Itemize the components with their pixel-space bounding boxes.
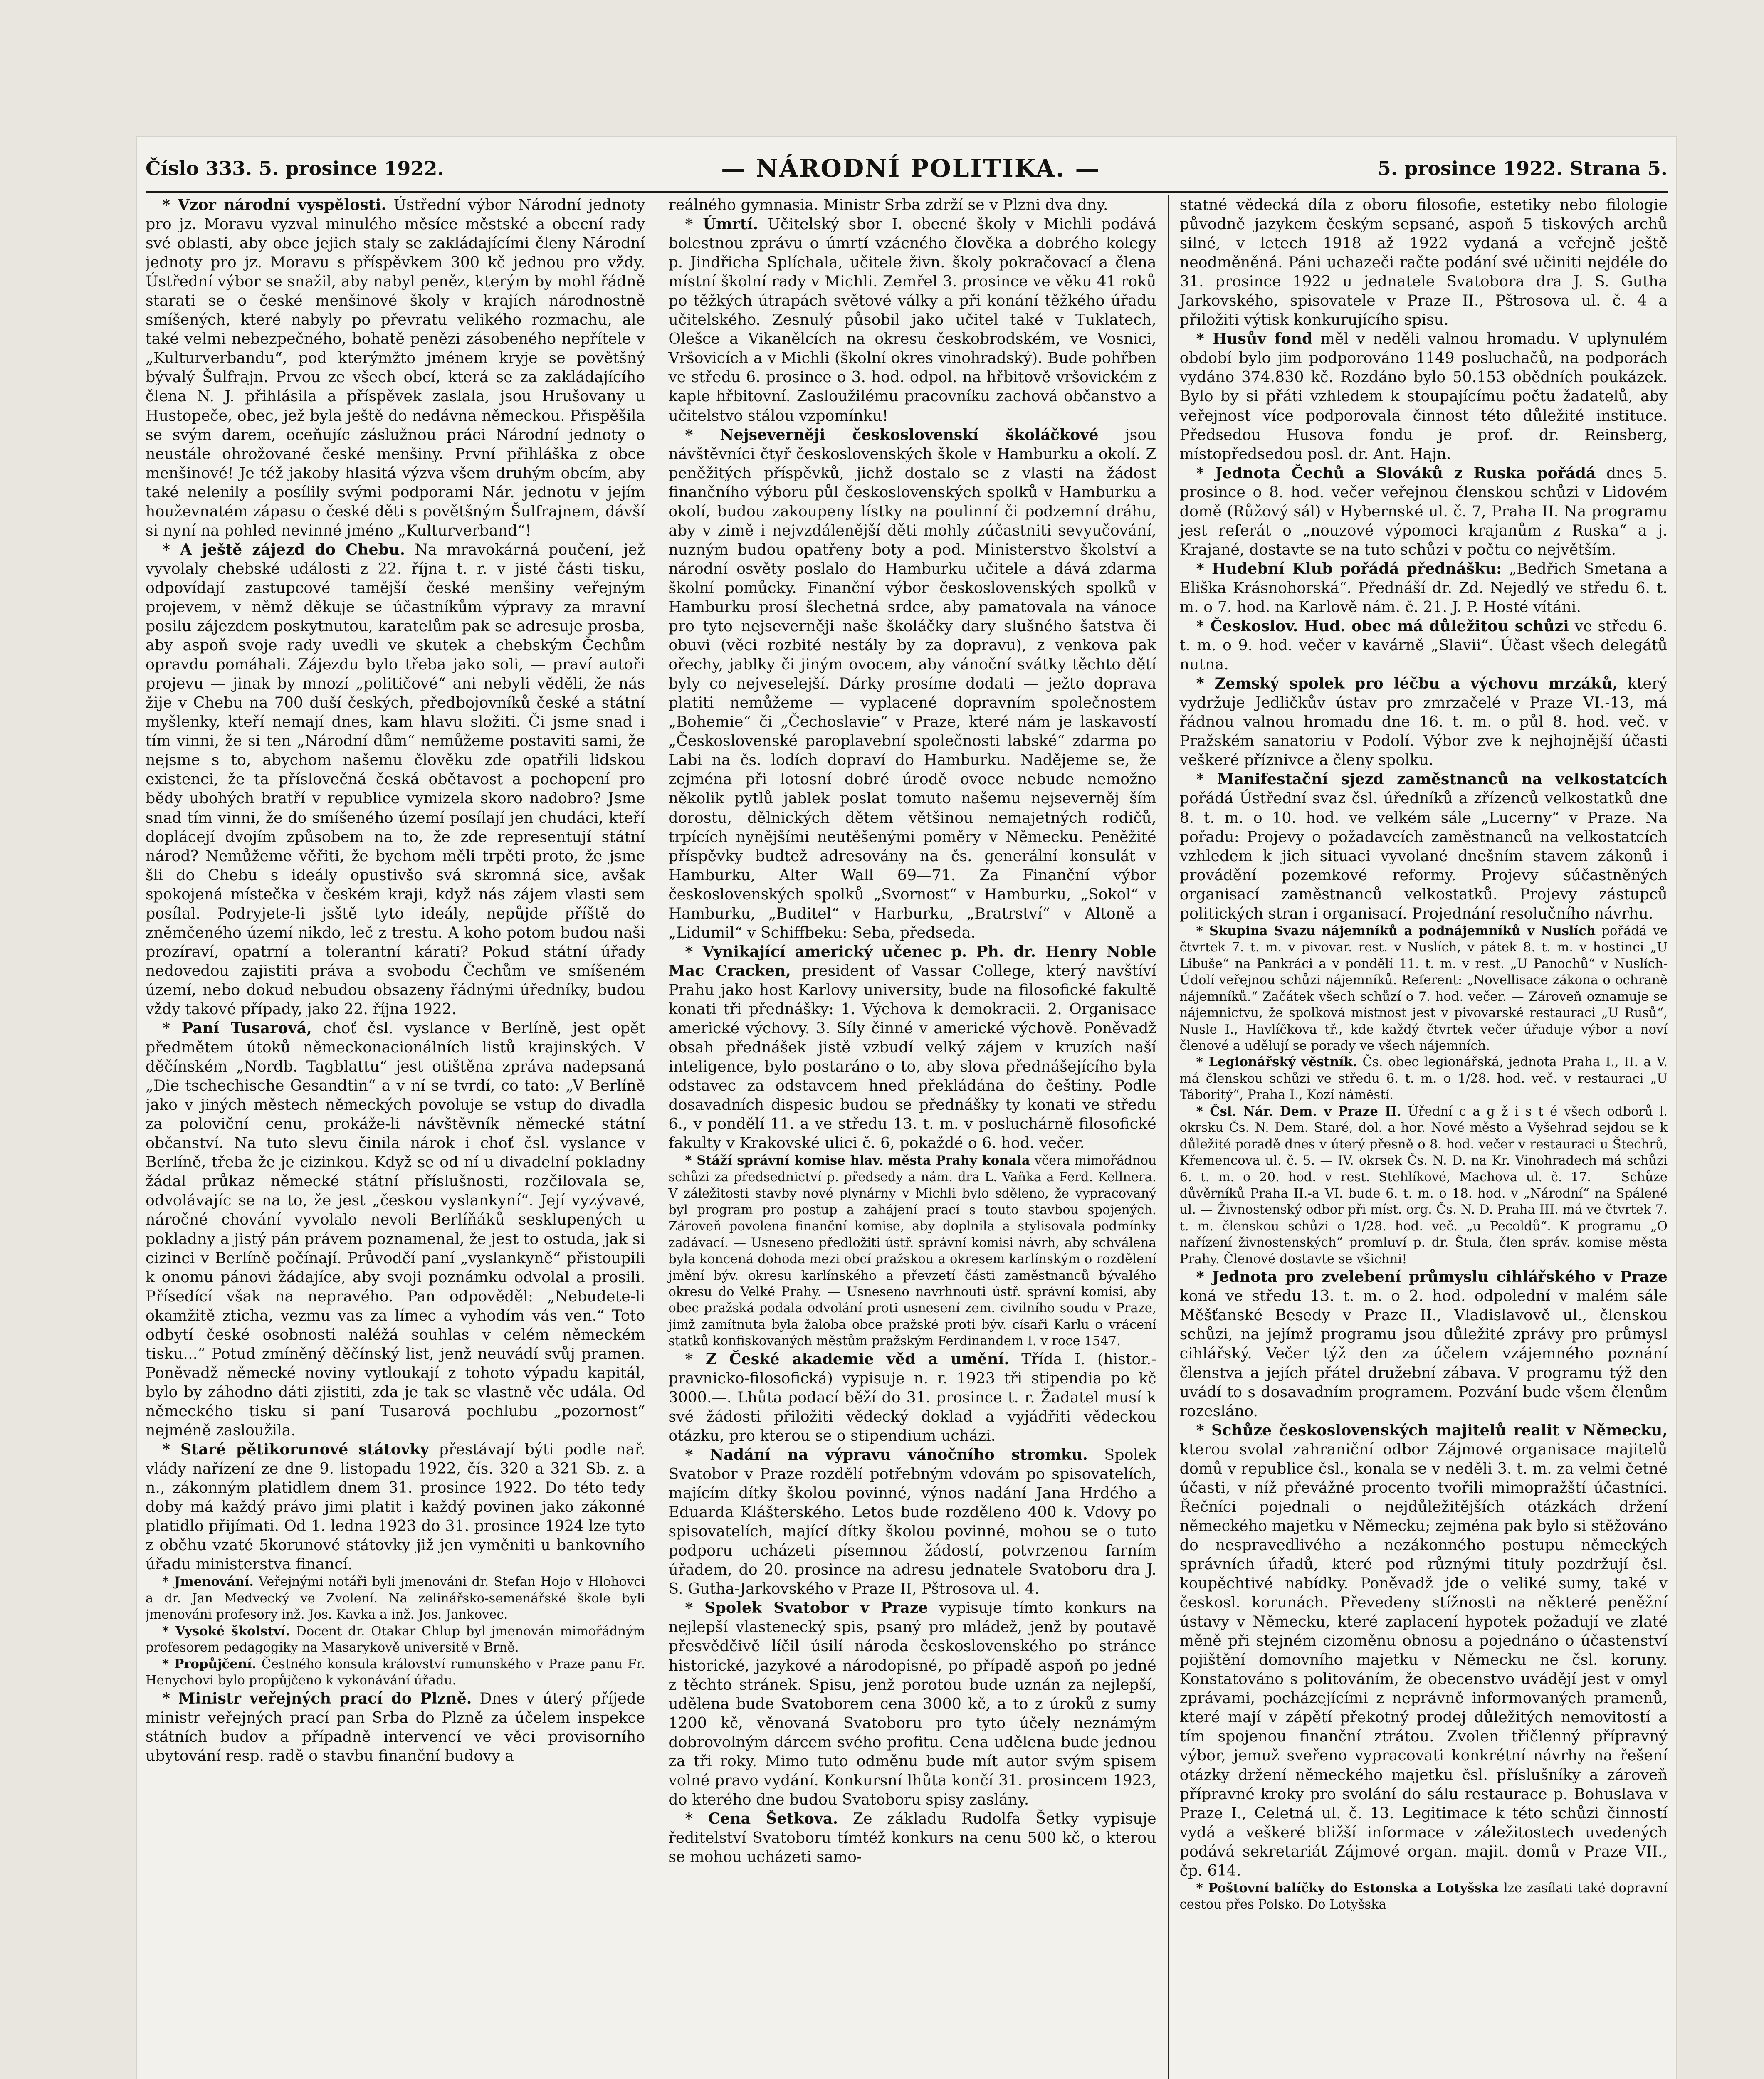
news-item xyxy=(1180,770,1668,923)
news-item xyxy=(146,195,645,540)
issue-number-date: Číslo 333. 5. prosince 1922. xyxy=(146,157,444,180)
news-item xyxy=(1180,464,1668,559)
news-item-heading: * Úmrtí. xyxy=(685,215,758,233)
news-item-text: Dnes v úterý příjede ministr veřejných prací pan Srba do Plzně za účelem inspekce státních budov a případně intervencí ve věci provisorního ubytování resp. radě o stavbu finanční budovy a xyxy=(146,1689,645,1765)
news-item xyxy=(146,1440,645,1574)
newspaper-page xyxy=(137,137,1676,2079)
news-item-heading: * A ještě zájezd do Chebu. xyxy=(162,540,405,558)
news-item-heading: * Hudební Klub pořádá přednášku: xyxy=(1196,559,1502,578)
news-item-heading: * Husův fond xyxy=(1196,330,1313,348)
news-item-text: ve středu 6. t. m. o 9. hod. večer v kavárně „Slavii“. Účast všech delegátů nutna. xyxy=(1179,617,1668,674)
news-item-text: Čs. obec legionářská, jednota Praha I., II. a V. má členskou schůzi ve středu 6. t. m. o 1/28. hod. več. v restauraci „U Táboritý“, Praha I., Kozí náměstí. xyxy=(1179,1055,1668,1103)
news-item xyxy=(1180,617,1668,674)
news-item xyxy=(1180,1104,1668,1268)
news-item-heading: * Jmenování. xyxy=(162,1574,254,1590)
news-item-heading: * Paní Tusarová, xyxy=(162,1019,312,1037)
news-item-heading: * Poštovní balíčky do Estonska a Lotyšska xyxy=(1196,1880,1499,1896)
news-item-heading: * Jednota Čechů a Slováků z Ruska pořádá xyxy=(1196,464,1596,482)
news-item-text: reálného gymnasia. Ministr Srba zdrží se v Plzni dva dny. xyxy=(668,196,1108,214)
news-item-text: vypisuje tímto konkurs na nejlepší vlastenecký spis, psaný pro mládež, jenž by poutavě přesvědčivě líčil úsilí národa československého po stránce historické, jazykové a národopisné, po případě aspoň po jedné z těchto stránek. Spisu, jenž porotou bude uznán za nejlepší, udělena bude Svatoborem cena 3000 kč, a to z úroků z sumy 1200 kč, věnovaná Svatoboru pro tyto účely neznámým dobrovolným dárcem svého profitu. Cena udělena bude jednou za tři roky. Mimo tuto odměnu bude mít autor svým spisem volné pravo vydání. Konkursní lhůta končí 31. prosincem 1923, do kterého dne budou Svatoboru spisy zaslány. xyxy=(668,1599,1156,1808)
news-item xyxy=(1180,674,1668,770)
news-item-text: Ze základu Rudolfa Šetky vypisuje ředitelství Svatoboru tímtéž konkurs na cenu 500 kč, o kterou se mohou ucházeti samo- xyxy=(668,1809,1156,1866)
news-item-heading: * Nadání na výpravu vánočního stromku. xyxy=(685,1446,1088,1464)
news-item-text: jsou návštěvníci čtyř československých škole v Hamburku a okolí. Z peněžitých příspěvků, jichž dostalo se z vlasti na žádost finančního výboru půl československých spolků v Hamburku a okolí, budou zakoupeny lístky na poulinní či podzemní dráhu, aby v zimě i nejvzdálenější děti mohly zúčastniti sevyučování, nuzným budou opatřeny boty a pod. Ministerstvo školství a národní osvěty poslalo do Hamburku učitele a dává zdarma školní pomůcky. Finanční výbor československých spolků v Hamburku prosí šlechetná srdce, aby pamatovala na vánoce pro tyto nejseverněji naše školáčky dary slušného šatstva či obuvi (věci rozbité nestály by za dopravu), z venkova pak ořechy, jablky či jiným ovocem, aby vánoční svátky těchto dětí byly co nejveselejší. Dárky prosíme dodati — ježto doprava platiti nemůžeme — vyplacené dopravním společnostem „Bohemie“ či „Čechoslavie“ v Praze, které nám je laskavostí „Československé paroplavební společnosti labské“ zdarma po Labi na čs. lodích dopraví do Hamburku. Nadějeme se, že zejména při lotosní dobré úrodě ovoce nebude nemožno několik pytlů jablek poslat tomuto našemu nejseverněj ším dorostu, dělnických dětem většinou nemajetných rodičů, trpících nynějšími neutěšenými poměry v Německu. Peněžité příspěvky budtež adresovány na čs. generální konsulát v Hamburku, Alter Wall 69—71. Za Finanční výbor československých spolků „Svornost“ v Hamburku, „Sokol“ v Hamburku, „Buditel“ v Harburku, „Bratrství“ v Altoně a „Lidumil“ v Schiffbeku: Seba, předseda. xyxy=(668,425,1156,941)
column-2 xyxy=(657,195,1156,2079)
news-item xyxy=(1180,559,1668,617)
news-item-text: Spolek Svatobor v Praze rozdělí potřebným vdovám po spisovatelích, majícím dítky školou povinné, výnos nadání Jana Hrdého a Eduarda Klášterského. Letos bude rozděleno 400 k. Vdovy po spisovatelích, mající dítky školou povinné, mohou se o tuto podporu ucházeti písemnou žádostí, potvrzenou farním úřadem, do 20. prosince na adresu jednatele Svatoboru dra J. S. Gutha-Jarkovského v Praze II, Pštrosova ul. 4. xyxy=(668,1446,1156,1598)
news-item xyxy=(1180,1267,1668,1420)
news-item-heading: * Schůze československých majitelů realit v Německu, xyxy=(1196,1421,1668,1439)
news-item-heading: * Cena Šetkova. xyxy=(685,1809,838,1827)
news-item-text: Úřední c a g ž i s t é všech odborů l. okrsku Čs. N. Dem. Staré, dol. a hor. Nové město a Vyšehrad sejdou se k důležité poradě dnes v úterý přesně o 8. hod. večer v restauraci u Štechrů, Křemencova ul. č. 5. — IV. okrsek Čs. N. D. na Kr. Vinohradech má schůzi 6. t. m. o 20. hod. v rest. Stehlíkové, Machova ul. č. 17. — Schůze důvěrníků Praha II.-a VI. bude 6. t. m. o 18. hod. v „Národní“ na Spálené ul. — Živnostenský odbor při míst. org. Čs. N. D. Praha III. má ve čtvrtek 7. t. m. členskou schůzi o 1/28. hod. več. „u Pecoldů“. K programu „O nařízení živnostenských“ promluví p. dr. Štula, člen správ. komise města Prahy. Členové dostavte se všichni! xyxy=(1179,1104,1668,1267)
date-page-number: 5. prosince 1922. Strana 5. xyxy=(1377,157,1668,180)
news-item xyxy=(1180,1880,1668,1913)
news-item xyxy=(1180,329,1668,463)
news-item-text: Čestného konsula království rumunského v Praze panu Fr. Henychovi bylo propůjčeno k vykonávání úřadu. xyxy=(146,1657,645,1688)
news-item xyxy=(1180,195,1668,329)
news-item-text: statné vědecká díla z oboru filosofie, estetiky nebo filologie původně jazykem českým sepsané, aspoň 5 tiskových archů silné, v letech 1918 až 1922 vydaná a veřejně ještě neodměněná. Páni uchazeči račte podání své učiniti nejdéle do 31. prosince 1922 u jednatele Svatobora dra J. S. Gutha Jarkovského, spisovatele v Praze II., Pštrosova ul. č. 4 a přiložiti výtisk konkurujícího spisu. xyxy=(1179,196,1668,329)
news-item-text: Docent dr. Otakar Chlup byl jmenován mimořádným profesorem pedagogiky na Masarykově universitě v Brně. xyxy=(146,1624,645,1655)
news-item-text: přestávají býti podle nař. vlády nařízení ze dne 9. listopadu 1922, čís. 320 a 321 Sb. z. a n., zákonným platidlem dnem 31. prosince 1922. Do této tedy doby má každý právo jimi platit i každý povinen jako zákonné platidlo přijímati. Od 1. ledna 1923 do 31. prosince 1924 lze tyto z oběhu vzaté 5korunové státovky již jen vyměniti u bankovního úřadu ministerstva financí. xyxy=(146,1440,645,1573)
news-item-heading: * Skupina Svazu nájemníků a podnájemníků v Nuslích xyxy=(1196,923,1596,938)
news-item-text: president of Vassar College, který navštíví Prahu jako host Karlovy university, bude na filosofické fakultě konati tři přednášky: 1. Výchova k demokracii. 2. Organisace americké výchovy. 3. Síly činné v americké výchově. Poněvadž obsah přednášek jistě vzbudí velký zájem v kruzích naší inteligence, bylo postaráno o to, aby slova přednášejícího byla odstavec za odstavcem hned překládána do češtiny. Podle dosavadních dispesic budou se přednášky ty konati ve středu 6., v pondělí 11. a ve středu 13. t. m. v posluchárně filosofické fakulty v Krakovské ulici č. 6, pokaždé o 6. hod. večer. xyxy=(668,961,1156,1152)
news-item xyxy=(668,942,1156,1153)
news-item xyxy=(146,540,645,1019)
news-item xyxy=(668,1809,1156,1867)
news-item-text: choť čsl. vyslance v Berlíně, jest opět předmětem útoků německonacionálních listů krajinských. V děčínském „Nordb. Tagblattu“ jest otištěna zpráva nadepsaná „Die tschechische Gesandtin“ a v ní se tvrdí, co tato: „V Berlíně jako v jiných městech německých povoluje se vstup do divadla za poloviční cenu, prokáže-li návštěvník německé státní občanství. Na tuto slevu činila nárok i choť čsl. vyslance v Berlíně, třeba že je cizinkou. Když se od ní u divadelní pokladny žádal průkaz německé státní příslušnosti, rozčilovala se, odvolávajíc se na to, že jest „českou vyslankyní“. Její vyzývavé, náročné chování vyvolalo nevoli Berlíňáků sesklupených u pokladny a jistý pán právem poznamenal, že jest to ostuda, jak si cizinci v Berlíně počínají. Průvodčí paní „vyslankyně“ přistoupili k onomu pánovi žádajíce, aby svoji poznámku odvolal a prosili. Přísedící však na nepravého. Pan odpověděl: „Nebudete-li okamžitě zticha, vezmu vas za límec a vyhodím vás ven.“ Toto odbytí české osobnosti naléžá souhlas v celém německém tisku...“ Potud zmíněný děčínský list, jenž neuvádí svůj pramen. Poněvadž německé noviny vytloukají z tohoto výpadu kapitál, bylo by záhodno dáti zjistiti, zda je tak se vlastně věc udála. Od německého tisku si paní Tusarová pochlubu „pozornost“ nejméně zasloužila. xyxy=(146,1019,645,1439)
news-item xyxy=(668,1598,1156,1809)
news-item-heading: * Manifestační sjezd zaměstnanců na velkostatcích xyxy=(1196,770,1668,788)
news-item-text: „Bedřich Smetana a Eliška Krásnohorská“. Přednáší dr. Zd. Nejedlý ve středu 6. t. m. o 7. hod. na Karlově nám. č. 21. J. P. Hosté vítáni. xyxy=(1179,559,1668,616)
column-1 xyxy=(146,195,645,2079)
news-item xyxy=(146,1656,645,1689)
news-item-heading: * Českoslov. Hud. obec má důležitou schůzi xyxy=(1196,617,1569,635)
news-item xyxy=(668,215,1156,425)
page-header xyxy=(146,146,1668,193)
news-item xyxy=(668,1350,1156,1445)
news-item-heading: * Legionářský věstník. xyxy=(1196,1054,1357,1070)
news-item xyxy=(146,1623,645,1656)
news-item-text: včera mimořádnou schůzi za předsednictví p. předsedy a nám. dra L. Vaňka a Ferd. Kellnera. V záležitosti stavby nové plynárny v Michli bylo sděleno, že vypracovaný byl program pro postup a zahájení prací s touto stavbou spojených. Zároveň povolena finanční komise, aby doplnila a stylisovala podmínky zadávací. — Usneseno předložiti ústř. správní komisi návrh, aby schválena byla koncená dohoda mezi obcí pražskou a okresem karlínským o rozdělení jmění býv. okresu karlínského a převzetí části zaměstnanců bývalého okresu do Velké Prahy. — Usneseno navrhnouti ústř. správní komisi, aby obec pražská podala odvolání proti usnesení zem. civilního soudu v Praze, jimž zamítnuta byla žaloba obce pražské proti býv. císaři Karlu o vrácení statků konfiskovaných městům pražským Ferdinandem I. v roce 1547. xyxy=(668,1153,1156,1349)
news-item-text: měl v neděli valnou hromadu. V uplynulém období bylo jim podporováno 1149 posluchačů, na podporách vydáno 374.830 kč. Rozdáno bylo 50.153 obědních poukázek. Bylo by si přáti vzhledem k stoupajícímu počtu žadatelů, aby veřejnost více podporovala činnost této důležité instituce. Předsedou Husova fondu je prof. dr. Reinsberg, místopředsedou posl. dr. Ant. Hajn. xyxy=(1179,330,1668,463)
news-item-heading: * Staré pětikorunové státovky xyxy=(162,1440,429,1459)
news-item xyxy=(146,1019,645,1440)
newspaper-title: — NÁRODNÍ POLITIKA. — xyxy=(721,154,1101,183)
news-item-text: koná ve středu 13. t. m. o 2. hod. odpolední v malém sále Měšťanské Besedy v Praze II., Vladislavově ul., členskou schůzi, na jejímž programu jsou důležité zprávy pro průmysl cihlářský. Večer týž den za účelem vzájemného poznání členstva a jejích přátel družební zábava. V programu týž den uvádí to s dosavadním programem. Pozvání bude všem členům rozesláno. xyxy=(1179,1287,1668,1420)
news-item xyxy=(668,425,1156,942)
news-item-heading: * Zemský spolek pro léčbu a výchovu mrzáků, xyxy=(1196,674,1618,693)
news-item-heading: * Nejseverněji československí školáčkové xyxy=(685,425,1099,444)
news-item xyxy=(1180,1054,1668,1103)
news-item-heading: * Stáží správní komise hlav. města Prahy konala xyxy=(685,1153,1030,1168)
news-item-heading: * Ministr veřejných prací do Plzně. xyxy=(162,1689,472,1707)
news-item xyxy=(146,1689,645,1765)
news-item-text: Veřejnými notáři byli jmenováni dr. Stefan Hojo v Hlohovci a dr. Jan Medvecký ve Zvolení. Na zelinářsko-semenářské škole byli jmenováni profesory inž. Jos. Kavka a inž. Jos. Jankovec. xyxy=(146,1575,645,1622)
news-item xyxy=(1180,1421,1668,1880)
news-item-heading: * Propůjčení. xyxy=(162,1656,257,1672)
news-item-text: Ústřední výbor Národní jednoty pro jz. Moravu vyzval minulého měsíce městské a obecní rady své oblasti, aby obce jejich staly se zakládajícími členy Národní jednoty pro jz. Moravu s příspěvkem 300 kč jednou pro vždy. Ústřední výbor se snažil, aby nabyl peněz, kterým by mohl řádně starati se o české menšinové školy v krajích národnostně smíšených, které nabyly po převratu velikého rozmachu, ale také velmi nebezpečného, bohatě penězi zásobeného nepřítele v „Kulturverbandu“, pod kterýmžto jménem kryje se povětšný bývalý Šulfrajn. Prvou ze všech obcí, která se za zakládajícího člena N. J. přihlásila a příspěvek zaslala, jsou Hrušovany u Hustopeče, obec, jež byla ještě do nedávna německou. Přispěšila se svým darem, oceňujíc záslužnou práci Národní jednoty o neustále ohrožované české menšiny. První přihláška z obce menšinové! Je též jakoby hlasitá výzva všem druhým obcím, aby také nelenily a posílily svými podporami Nár. jednotu v jejím houževnatém zápasu o české děti s povětšným Šulfrajnem, dávší si nyní na pohled nevinné jméno „Kulturverband“! xyxy=(146,196,645,539)
news-item-heading: * Vynikající americký učenec p. Ph. dr. Henry Noble Mac Cracken, xyxy=(668,942,1156,980)
news-item-text: dnes 5. prosince o 8. hod. večer veřejnou členskou schůzi v Lidovém domě (Růžový sál) v Hybernské ul. č. 7, Praha II. Na programu jest referát o „nouzové výpomoci krajanům z Ruska“ a j. Krajané, dostavte se na tuto schůzi v počtu co největším. xyxy=(1179,464,1668,558)
news-item-heading: * Z České akademie věd a umění. xyxy=(685,1350,1009,1368)
news-item xyxy=(668,1445,1156,1598)
news-item-text: který vydržuje Jedličkův ústav pro zmrzačelé v Praze VI.-13, má řádnou valnou hromadu dne 16. t. m. o půl 8. hod. več. v Pražském sanatoriu v Podolí. Výbor zve k nejhojnější účasti veškeré příznivce a členy spolku. xyxy=(1179,674,1668,769)
news-item-text: kterou svolal zahraniční odbor Zájmové organisace majitelů domů v republice čsl., konala se v neděli 3. t. m. za velmi četné účasti, v níž převážné procento tvořili mimopražští účastníci. Řečníci pojednali o nejdůležitějších otázkách držení německého majetku v Německu; zejména pak bylo si stěžováno do nespravedlivého a nezákonného postupu německých správních úřadů, které pod různými tituly pozdržují čsl. koupěchtivé nabídky. Poněvadž jde o veliké sumy, také v českosl. korunách. Převedeny stížnosti na některé peněžní ústavy v Německu, které zaplacení hypotek požadují ve zlaté měně při stejném cizoměnu obnosu a pojednáno o účastenství pojištění domovního majetku v Německu ne čsl. koruny. Konstatováno s politováním, že obecenstvo uvádějí jest v omyl zprávami, pocházejícími z neprávně informovaných pramenů, které mají v zápětí překotný prodej důležitých nemovitostí a tím spojenou finanční ztrátou. Zvolen třičlenný přípravný výbor, jemuž sveřeno vypracovati konkrétní návrhy na řešení otázky držení německého majetku čsl. příslušníky a zároveň přípravné kroky pro svolání do sálu restaurace p. Bohuslava v Praze I., Celetná ul. č. 13. Legitimace k této schůzi činností vydá a veškeré bližší informace v záležitostech uvedených podává sekretariát Zájmové organ. majit. domů v Praze VII., čp. 614. xyxy=(1179,1440,1668,1879)
news-item xyxy=(146,1574,645,1623)
news-item-text: pořádá Ústřední svaz čsl. úředníků a zřízenců velkostatků dne 8. t. m. o 10. hod. ve velkém sále „Lucerny“ v Praze. Na pořadu: Projevy o požadavcích zaměstnanců na velkostatcích vzhledem k jich situaci vyvolané dnešním stavem zákonů i provádění pozemkové reformy. Projevy súčastněných organisací zaměstnanců velkostatků. Projevy zástupců politických stran i organisací. Projednání resolučního návrhu. xyxy=(1179,789,1668,922)
news-item xyxy=(668,195,1156,215)
news-item-text: Třída I. (histor.-pravnicko-filosofická) vypisuje n. r. 1923 tři stipendia po kč 3000.—. Lhůta podací běží do 31. prosince t. r. Žadatel musí k své žádosti přiložiti vědecký doklad a vyjádřiti vědeckou otázku, pro kterou se o stipendium ucházi. xyxy=(668,1350,1156,1444)
news-item-text: pořádá ve čtvrtek 7. t. m. v pivovar. rest. v Nuslích, v pátek 8. t. m. v hostinci „U Libuše“ na Pankráci a v pondělí 11. t. m. v rest. „U Panochů“ v Nuslích-Údolí veřejnou schůzi nájemníků. Referent: „Novellisace zákona o ochraně nájemníků.“ Začátek všech schůzí o 7. hod. večer. — Zároveň oznamuje se nájemnictvu, že spolková místnost jest v pivovarské restauraci „U Rusů“, Nusle I., Havlíčkova tř., kde každý čtvrtek večer úřaduje výbor a noví členové a udělují se porady ve všech nájemních. xyxy=(1179,923,1668,1053)
news-item-text: Na mravokárná poučení, jež vyvolaly chebské události z 22. října t. r. v jisté části tisku, odpovídají zastupcové tamější české menšiny veřejným projevem, v němž děkuje se účastníkům výpravy za mravní posilu zájezdem poskytnutou, karatelům pak se adresuje prosba, aby aspoň svoje rady uvedli ve skutek a chebským Čechům opravdu pomáhali. Zájezdu bylo třeba jako soli, — praví autoři projevu — jinak by mnozí „političové“ ani nebyli věděli, že nás žije v Chebu na 700 duší českých, předbojovníků české a státní myšlenky, kteří nemají dnes, kam hlavu složiti. Či jsme snad i tím vinni, že si ten „Národní dům“ nemůžeme postaviti sami, že nejsme s to, abychom našemu člověku zde opatřili lidskou existenci, že ta příslovečná česká obětavost a pochopení pro bědy ubohých bratří v republice vymizela skoro nadobro? Jsme snad tím vinni, že do smíšeného území posílají jen chudáci, kteří doplácejí dvojím způsobem na to, že zde representují státní národ? Nemůžeme věřiti, že bychom měli trpěti proto, že jsme šli do Chebu s ideály opustivšo svá skromná sice, avšak spokojená místečka v českém kraji, když nás zájem vlasti sem posílal. Podryjete-li jsště tyto ideály, nepůjde příště do zněmčeného území nikdo, leč z trestu. A koho potom budou naši prozíraví, opatrní a tolerantní kárati? Pokud státní úřady nedovedou zajistiti práva a svobodu Čechům ve smíšeném území, nebo dokud nebudou obsazeny řádnými úředníky, budou vždy takové případy, jako 22. října 1922. xyxy=(146,540,645,1018)
news-item-text: Učitelský sbor I. obecné školy v Michli podává bolestnou zprávu o úmrtí vzácného člověka a dobrého kolegy p. Jindřicha Splíchala, učitele živn. školy pokračovací a člena místní školní rady v Michli. Zemřel 3. prosince ve věku 41 roků po těžkých útrapách světové války a při konání těžkého úřadu učitelského. Zesnulý působil jako učitel také v Tuklatech, Olešce a Vikanělcích na okresu českobrodském, ve Vosnici, Vršovicích a v Michli (školní okres vinohradský). Bude pohřben ve středu 6. prosince o 3. hod. odpol. na hřbitově vršovickém z kaple hřbitovní. Zasloužilému pracovníku zachová občanstvo a učitelstvo stálou vzpomínku! xyxy=(668,215,1156,425)
article-columns xyxy=(146,195,1668,2079)
news-item xyxy=(668,1153,1156,1349)
column-3 xyxy=(1168,195,1668,2079)
news-item xyxy=(1180,923,1668,1054)
news-item-heading: * Jednota pro zvelebení průmyslu cihlářského v Praze xyxy=(1196,1268,1668,1286)
news-item-heading: * Vysoké školství. xyxy=(162,1623,290,1639)
news-item-text: lze zasílati také dopravní cestou přes Polsko. Do Lotyšska xyxy=(1179,1881,1668,1912)
news-item-heading: * Čsl. Nár. Dem. v Praze II. xyxy=(1196,1104,1401,1119)
news-item-heading: * Vzor národní vyspělosti. xyxy=(162,196,387,214)
news-item-heading: * Spolek Svatobor v Praze xyxy=(685,1599,928,1617)
